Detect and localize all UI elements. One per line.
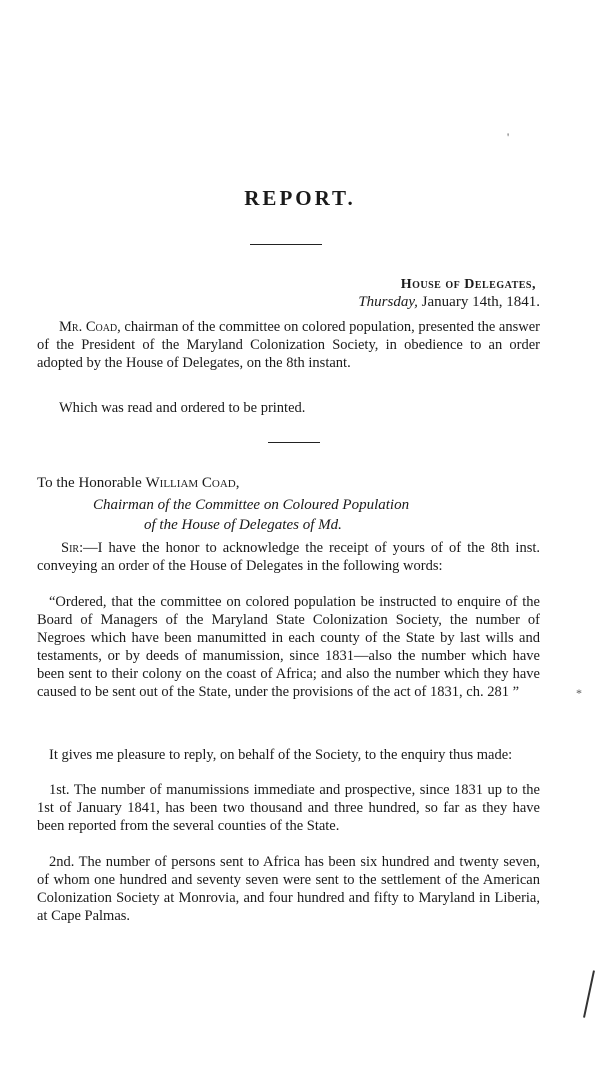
acknowledgement-text: —I have the honor to acknowledge the receipt of yours of of the 8th inst. conveying an order of the House of Delegates in the following words: — [37, 540, 540, 574]
stray-mark: ' — [507, 130, 510, 144]
reply-paragraph: It gives me pleasure to reply, on behalf of the Society, to the enquiry thus made: — [49, 747, 513, 763]
order-quote-paragraph: “Ordered, that the committee on colored population be instructed to enquire of the Board of Managers of the Maryland State Colonization Society, the number of Negroes which have been manumitted in each county of the State by last wills and testaments, or by deeds of manumission, since 1831—also the number which have been sent to their colony on the coast of Africa; and also the number which they have caused to be sent out of the State, under the provisions of the act of 1831, ch. 281 ” — [37, 594, 540, 700]
salutation-prefix: To the Honorable — [37, 475, 146, 491]
chairman-name: Mr. Coad — [59, 319, 118, 335]
addressee-title-line-1: Chairman of the Committee on Coloured Population — [93, 497, 410, 513]
sir-label: Sir: — [61, 540, 84, 556]
report-title: REPORT. — [244, 186, 356, 210]
printed-paragraph: Which was read and ordered to be printed. — [59, 400, 306, 416]
presentation-text: , chairman of the committee on colored population, presented the answer of the President of the Maryland Colonization Society, in obedience to an order adopted by the House of Delegates, on the 8th instant. — [37, 319, 540, 371]
date-line — [280, 294, 540, 311]
letter-salutation — [37, 475, 240, 492]
date-rest: January 14th, 1841. — [417, 294, 540, 310]
divider-rule — [268, 442, 320, 443]
acknowledgement-paragraph — [37, 539, 540, 575]
date-day: Thursday, — [358, 294, 418, 310]
emigrants-paragraph: 2nd. The number of persons sent to Africa has been six hundred and twenty seven, of whom one hundred and seventy seven were sent to the settlement of the American Colonization Society at Monrovia, and four hundred and fifty to Maryland in Liberia, at Cape Palmas. — [37, 854, 540, 924]
divider-rule — [250, 244, 322, 245]
house-of-delegates-heading: House of Delegates, — [400, 277, 536, 292]
presentation-paragraph — [37, 318, 540, 372]
addressee-name: William Coad, — [145, 475, 240, 491]
manumissions-paragraph: 1st. The number of manumissions immediate and prospective, since 1831 up to the 1st of January 1841, has been two thousand and three hundred, so far as they have been reported from the several counties of the State. — [37, 782, 540, 834]
addressee-title-line-2: of the House of Delegates of Md. — [144, 517, 342, 533]
margin-mark: * — [576, 686, 582, 700]
margin-stroke — [583, 970, 594, 1017]
